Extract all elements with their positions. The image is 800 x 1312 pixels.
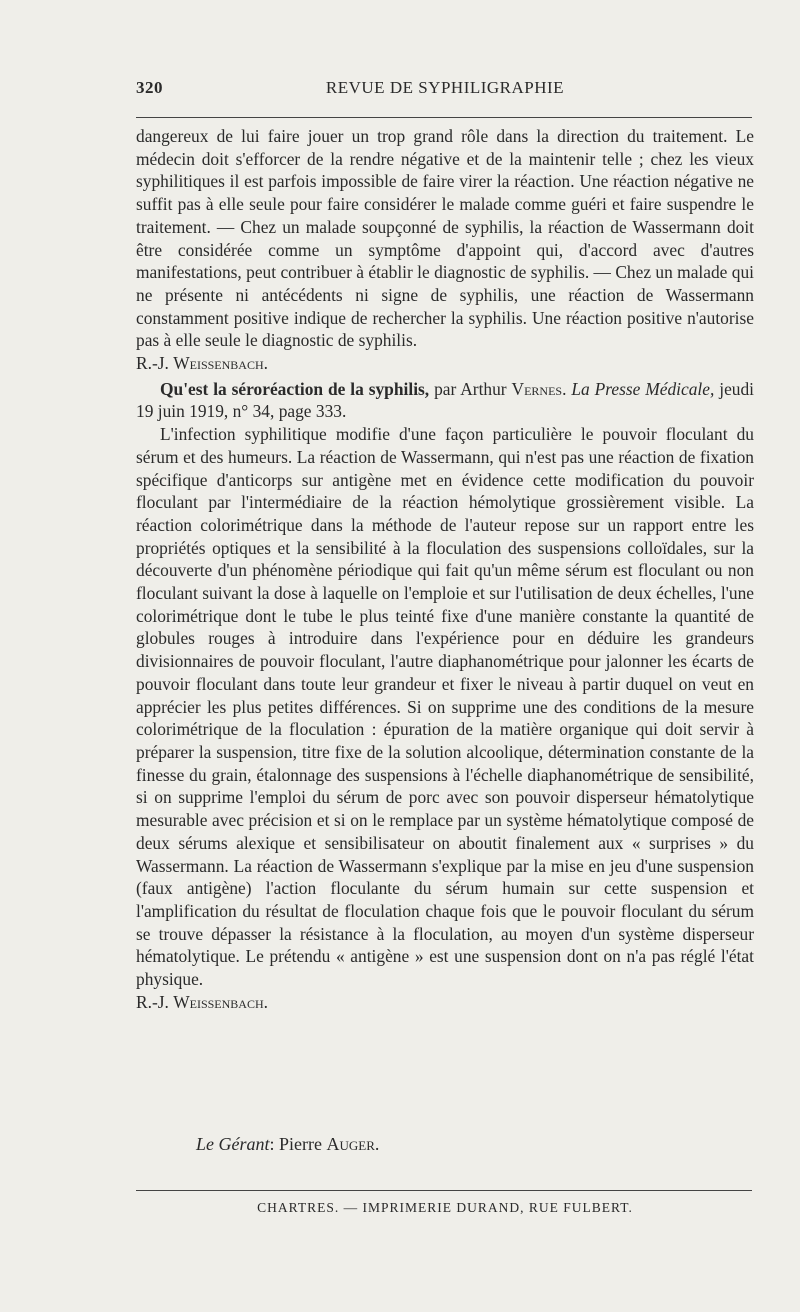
main-text	[136, 125, 754, 1013]
page-header	[136, 78, 754, 106]
running-title: REVUE DE SYPHILIGRAPHIE	[325, 78, 565, 97]
continuation-signature	[136, 352, 754, 375]
gerant-first-name: Pierre	[279, 1134, 322, 1154]
article-heading	[136, 378, 754, 423]
gerant-last-name: Auger.	[326, 1134, 380, 1154]
signature-name: Weissenbach.	[173, 991, 268, 1012]
gerant-line	[196, 1134, 379, 1155]
continuation-paragraph: dangereux de lui faire jouer un trop grand rôle dans la direction du traitement. Le médecin doit s'efforcer de la rendre négative et de la maintenir telle ; chez les vieux syphilitiques il est parfois impossible de faire virer la réaction. Une réaction négative ne suffit pas à elle seule pour faire considérer le malade comme guéri et faire suspendre le traitement. — Chez un malade soupçonné de syphilis, la réaction de Wassermann doit être considérée comme un symptôme d'appoint qui, d'accord avec d'autres manifestations, peut contribuer à établir le diagnostic de syphilis. — Chez un malade qui ne présente ni antécédents ni signe de syphilis, une réaction de Wassermann constamment positive indique de rechercher la syphilis. Une réaction positive n'autorise pas à elle seule le diagnostic de syphilis.	[136, 126, 754, 351]
signature-initials: R.-J.	[136, 991, 169, 1012]
page-number: 320	[136, 78, 163, 97]
signature-name: Weissenbach.	[173, 353, 268, 374]
article-body: L'infection syphilitique modifie d'une façon particulière le pouvoir floculant du sérum et des humeurs. La réaction de Wassermann, qui n'est pas une réaction de fixation spécifique d'anticorps sur antigène met en évidence cette modification du pouvoir floculant par l'intermédiaire de la réaction hémolytique grossièrement visible. La réaction colorimétrique dans la méthode de l'auteur repose sur un rapport entre les propriétés optiques et la sensibilité à la floculation des suspensions colloïdales, sur la découverte d'un phénomène périodique qui fait qu'un même sérum est floculant ou non floculant suivant la dose à laquelle on l'emploie et sur l'utilisation de deux échelles, l'une colorimétrique dont le tube le plus teinté fixe d'une manière constante la quantité de globules rouges à introduire dans l'expérience pour en déduire les grandeurs divisionnaires de pouvoir floculant, l'autre diaphanométrique pour jalonner les écarts de pouvoir floculant dans toute leur grandeur et fixer le niveau à partir duquel on veut en apprécier les plus petites différences. Si on supprime une des conditions de la mesure colorimétrique de la floculation : épuration de la matière organique qui doit servir à préparer la suspension, titre fixe de la solution alcoolique, détermination constante de la finesse du grain, étalonnage des suspensions à l'échelle diaphanométrique de sensibilité, si on supprime l'emploi du sérum de porc avec son pouvoir disperseur hématolytique mesurable avec précision et si on le remplace par un système hématolytique composé de deux sérums alexique et sensibilisateur on aboutit finalement aux « surprises » du Wassermann. La réaction de Wassermann s'explique par la mise en jeu d'une suspension (faux antigène) l'action floculante du sérum humain sur cette suspension et l'amplification du résultat de floculation chaque fois que le pouvoir floculant du sérum se trouve dépasser la résistance à la floculation, au moyen d'un système disperseur hématolytique. Le prétendu « antigène » est une suspension dont on n'a pas réglé l'état physique.	[136, 424, 754, 990]
signature-initials: R.-J.	[136, 353, 169, 374]
article-title: Qu'est la séroréaction de la syphilis,	[160, 378, 430, 399]
article-date: jeudi 19 juin 1919, n° 34, page 333.	[136, 378, 755, 422]
gerant-colon: :	[269, 1134, 275, 1154]
article-journal: La Presse Médicale,	[571, 378, 715, 399]
gerant-label: Le Gérant	[196, 1134, 270, 1154]
article-author: Vernes.	[511, 378, 567, 399]
article-by: par Arthur	[434, 378, 507, 399]
article-signature	[136, 991, 754, 1014]
footer-rule	[136, 1190, 752, 1191]
printer-imprint: CHARTRES. — IMPRIMERIE DURAND, RUE FULBERT.	[257, 1200, 633, 1215]
header-rule	[136, 117, 752, 118]
